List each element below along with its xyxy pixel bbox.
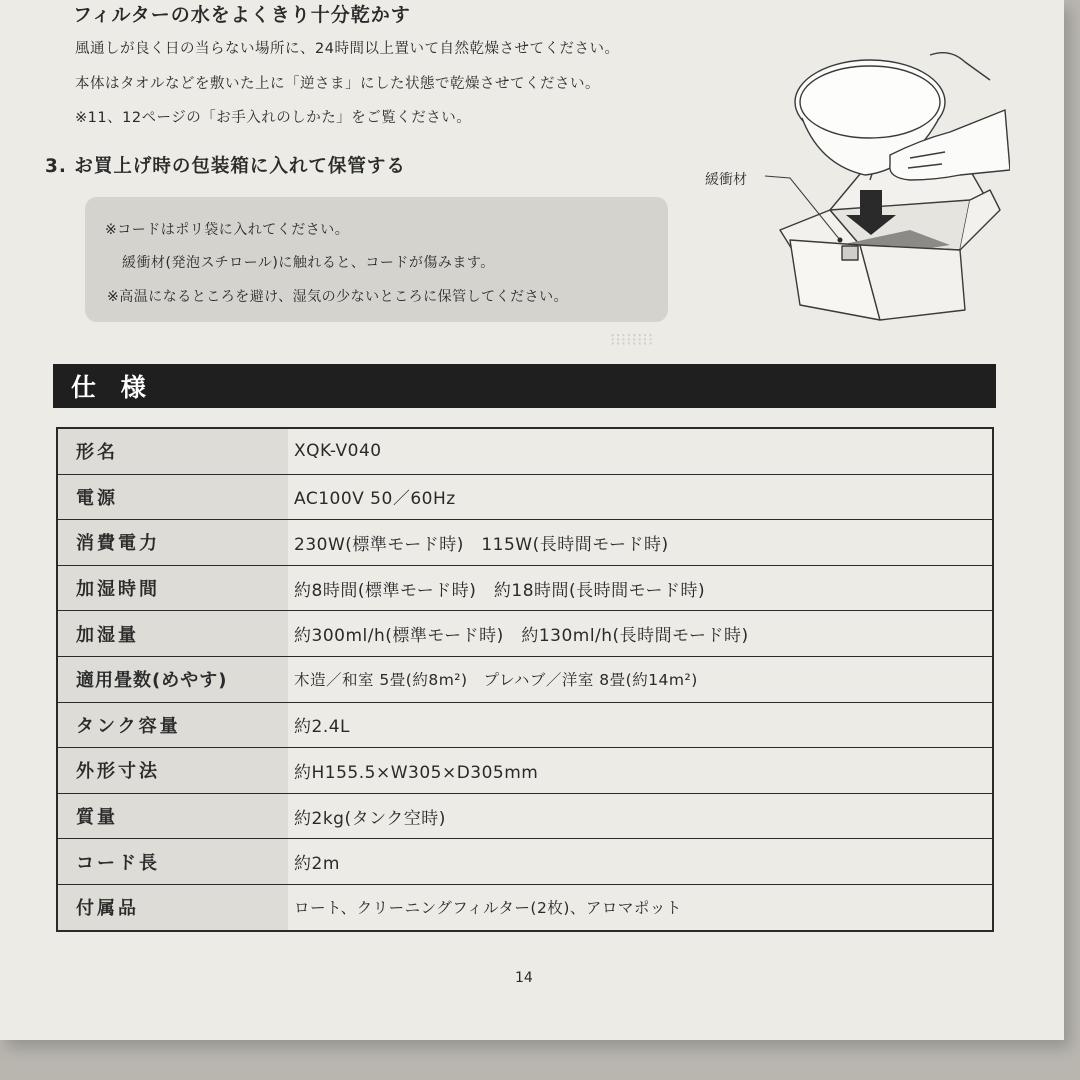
- storage-notes-box: [85, 197, 668, 322]
- spec-title: 仕 様: [71, 373, 154, 402]
- page-number: 14: [515, 970, 533, 986]
- spec-row: [57, 428, 993, 474]
- spec-row: [57, 520, 993, 566]
- storage-note-3: ※高温になるところを避け、湿気の少ないところに保管してください。: [107, 289, 569, 305]
- spec-key: 適用畳数(めやす): [57, 656, 288, 702]
- spec-row: [57, 793, 993, 839]
- spec-value: 230W(標準モード時) 115W(長時間モード時): [288, 520, 993, 566]
- spec-key: 付属品: [57, 884, 288, 930]
- spec-key: 外形寸法: [57, 748, 288, 794]
- spec-value: 約300ml/h(標準モード時) 約130ml/h(長時間モード時): [288, 611, 993, 657]
- storage-note-1: ※コードはポリ袋に入れてください。: [105, 222, 350, 238]
- storage-heading: 3. お買上げ時の包装箱に入れて保管する: [45, 156, 406, 177]
- spec-row: [57, 474, 993, 520]
- drying-line-2: 本体はタオルなどを敷いた上に「逆さま」にした状態で乾燥させてください。: [75, 76, 600, 92]
- spec-row: [57, 611, 993, 657]
- spec-value: 約H155.5×W305×D305mm: [288, 748, 993, 794]
- drying-line-3: ※11、12ページの「お手入れのしかた」をご覧ください。: [75, 110, 472, 126]
- spec-row: [57, 748, 993, 794]
- spec-value: 約2m: [288, 839, 993, 885]
- spec-key: タンク容量: [57, 702, 288, 748]
- spec-key: 加湿時間: [57, 565, 288, 611]
- spec-row: [57, 656, 993, 702]
- cushion-label: 緩衝材: [705, 172, 747, 188]
- spec-value: 約2.4L: [288, 702, 993, 748]
- spec-value: 木造／和室 5畳(約8m²) プレハブ／洋室 8畳(約14m²): [288, 656, 993, 702]
- storage-box-illustration: [760, 40, 1010, 330]
- spec-key: 加湿量: [57, 611, 288, 657]
- spec-key: コード長: [57, 839, 288, 885]
- spec-key: 消費電力: [57, 520, 288, 566]
- spec-key: 形名: [57, 428, 288, 474]
- spec-table: [56, 427, 994, 932]
- spec-key: 電源: [57, 474, 288, 520]
- spec-row: [57, 565, 993, 611]
- spec-value: 約2kg(タンク空時): [288, 793, 993, 839]
- spec-row: [57, 839, 993, 885]
- spec-title-bar: [53, 364, 996, 408]
- spec-row: [57, 884, 993, 930]
- spec-key: 質量: [57, 793, 288, 839]
- spec-value: XQK-V040: [288, 428, 993, 474]
- storage-note-2: 緩衝材(発泡スチロール)に触れると、コードが傷みます。: [122, 255, 495, 271]
- spec-value: ロート、クリーニングフィルター(2枚)、アロマポット: [294, 899, 682, 918]
- spec-value: 約8時間(標準モード時) 約18時間(長時間モード時): [288, 565, 993, 611]
- drying-line-1: 風通しが良く日の当らない場所に、24時間以上置いて自然乾燥させてください。: [75, 41, 620, 57]
- spec-row: [57, 702, 993, 748]
- drying-heading: フィルターの水をよくきり十分乾かす: [73, 4, 411, 26]
- spec-value: AC100V 50／60Hz: [288, 474, 993, 520]
- bleed-through-text: ⁝⁝⁝⁝⁝⁝⁝⁝: [610, 330, 654, 350]
